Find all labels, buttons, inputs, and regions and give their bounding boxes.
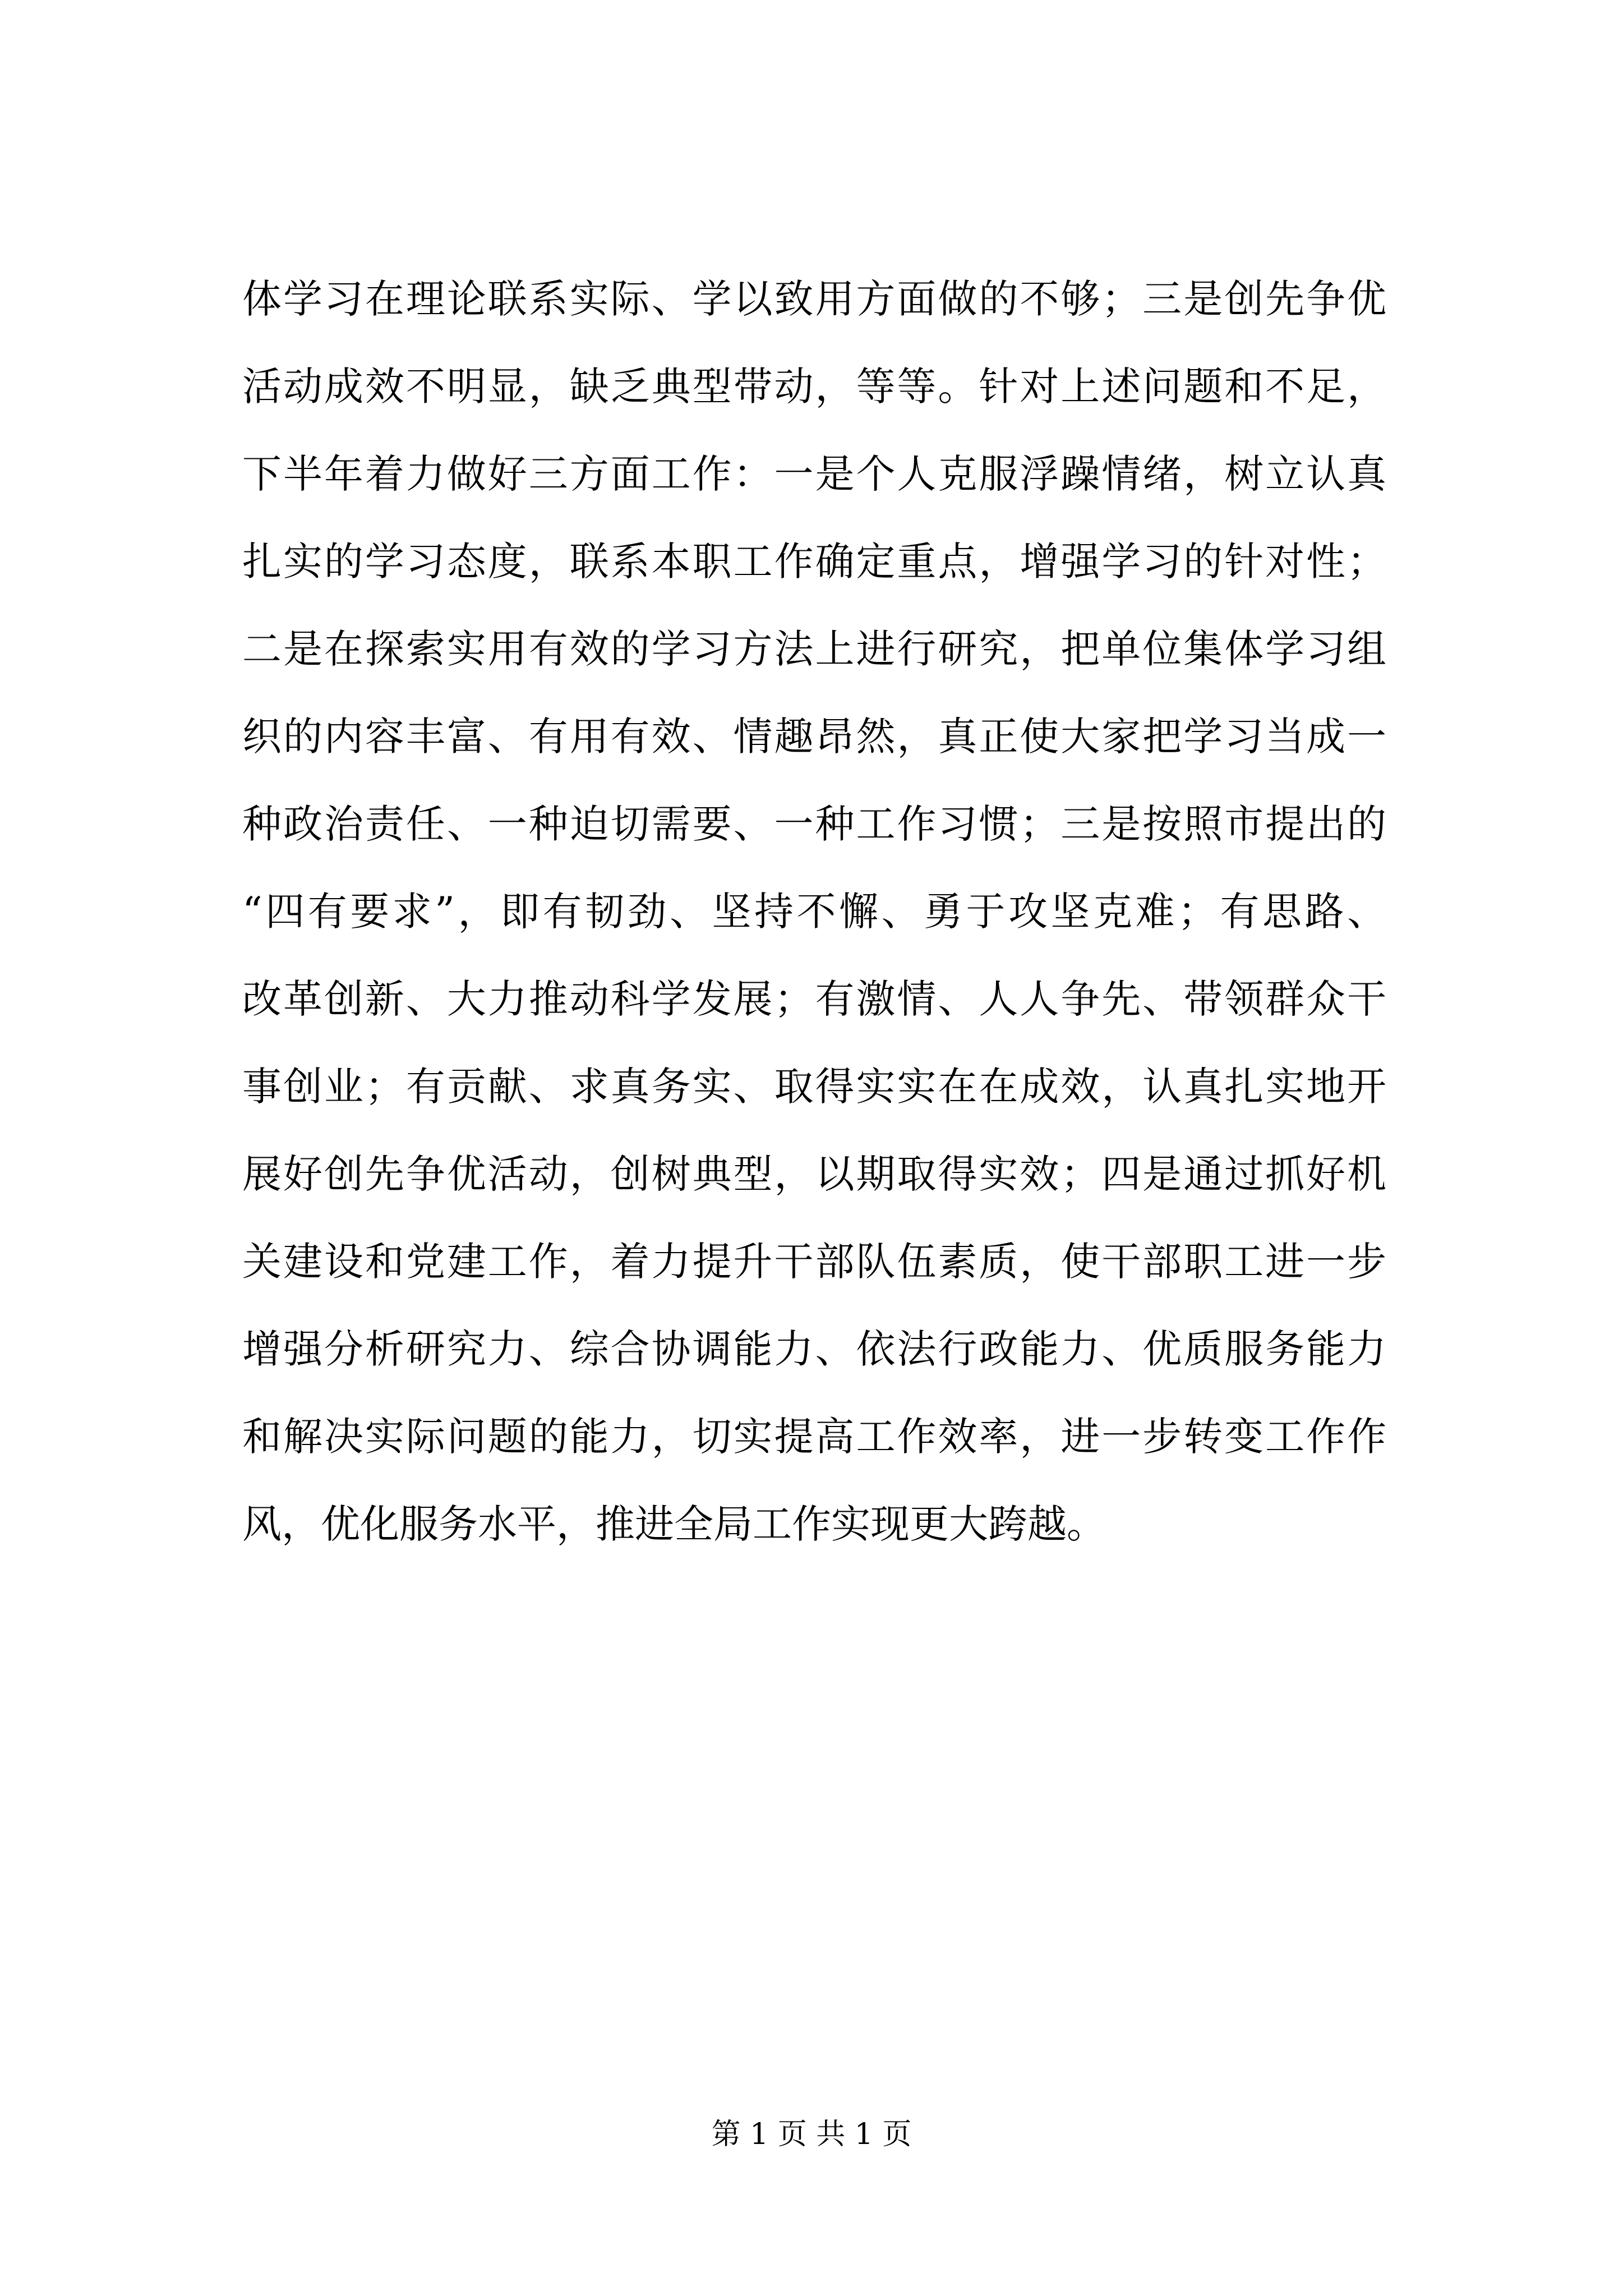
text-line: 织的内容丰富、有用有效、情趣昂然，真正使大家把学习当成一 xyxy=(242,714,1386,760)
text-line: 扎实的学习态度，联系本职工作确定重点，增强学习的针对性； xyxy=(242,539,1386,585)
text-line: 二是在探索实用有效的学习方法上进行研究，把单位集体学习组 xyxy=(242,626,1386,672)
page-footer xyxy=(0,2115,1623,2154)
text-line-last: 风，优化服务水平，推进全局工作实现更大跨越。 xyxy=(242,1501,1106,1547)
text-line: 体学习在理论联系实际、学以致用方面做的不够；三是创先争优 xyxy=(242,276,1386,322)
body-paragraph xyxy=(242,255,1386,1568)
text-line: 事创业；有贡献、求真务实、取得实实在在成效，认真扎实地开 xyxy=(242,1064,1386,1110)
page-number-label: 第 1 页 共 1 页 xyxy=(711,2118,912,2151)
text-line: “四有要求”，即有韧劲、坚持不懈、勇于攻坚克难；有思路、 xyxy=(242,889,1386,935)
text-line: 和解决实际问题的能力，切实提高工作效率，进一步转变工作作 xyxy=(242,1414,1386,1460)
text-line: 增强分析研究力、综合协调能力、依法行政能力、优质服务能力 xyxy=(242,1326,1386,1372)
text-line: 关建设和党建工作，着力提升干部队伍素质，使干部职工进一步 xyxy=(242,1239,1386,1285)
text-line: 改革创新、大力推动科学发展；有激情、人人争先、带领群众干 xyxy=(242,976,1386,1022)
text-line: 展好创先争优活动，创树典型，以期取得实效；四是通过抓好机 xyxy=(242,1151,1386,1197)
text-line: 活动成效不明显，缺乏典型带动，等等。针对上述问题和不足， xyxy=(242,364,1386,409)
text-line: 下半年着力做好三方面工作：一是个人克服浮躁情绪，树立认真 xyxy=(242,451,1386,497)
text-line: 种政治责任、一种迫切需要、一种工作习惯；三是按照市提出的 xyxy=(242,801,1386,847)
